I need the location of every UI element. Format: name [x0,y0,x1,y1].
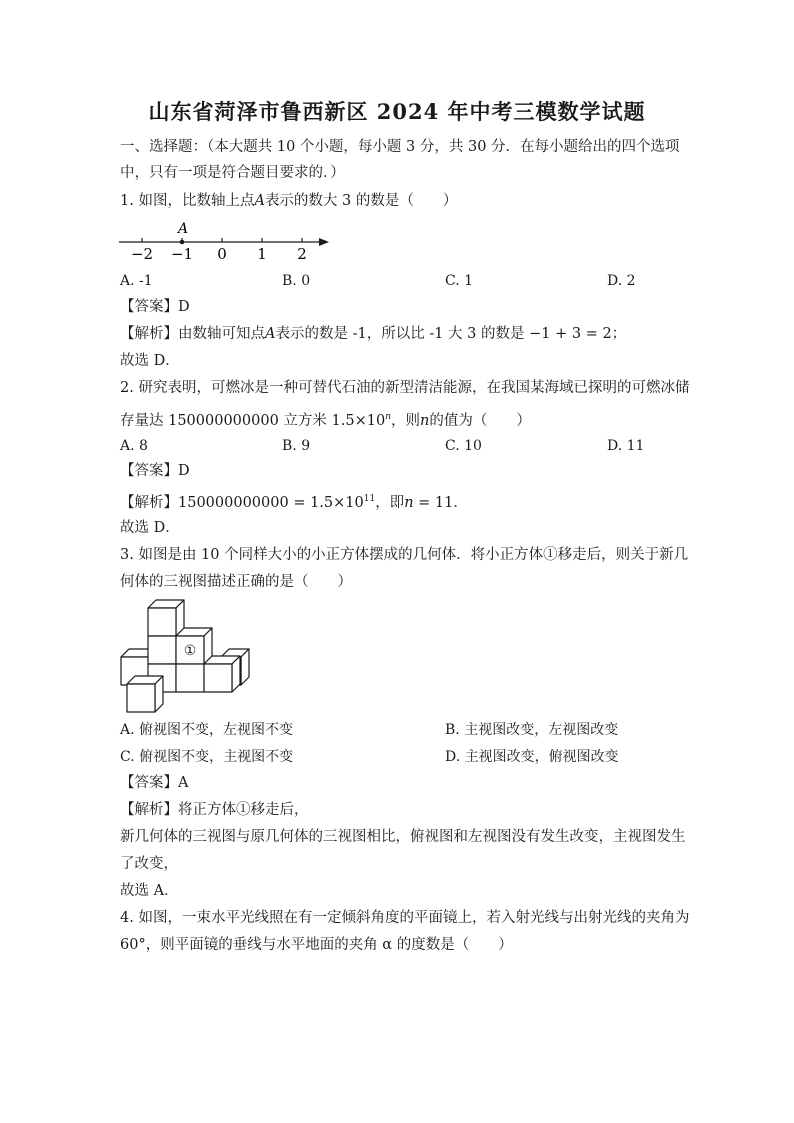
number-line-arrow-icon [319,238,329,246]
section-instruction-line2: 中，只有一项是符合题目要求的．） [120,165,345,181]
q2-line2-pre: 存量达 150000000000 立方米 1.5×10 [120,412,386,429]
q3-stem-line2: 何体的三视图描述正确的是（ ） [120,574,352,590]
tick-label: −2 [130,245,154,263]
q2-option-a: A. 8 [120,438,148,454]
point-a-label: A [177,221,189,237]
q1-stem-pre: 1. 如图，比数轴上点 [120,193,255,209]
q2-explain-mid: ，即 [375,494,405,511]
q3-answer: 【答案】A [120,775,189,791]
number-line-figure [115,218,335,266]
q1-stem [120,191,457,211]
q1-stem-post: 表示的数大 3 的数是（ ） [264,193,458,209]
q2-explain-pre: 【解析】150000000000 = 1.5×10 [120,494,364,511]
q1-explain-post: 表示的数是 -1，所以比 -1 大 3 的数是 −1 + 3 = 2； [275,326,627,342]
q1-answer: 【答案】D [120,299,190,315]
q1-option-a: A. -1 [120,273,153,289]
tick-label: 2 [297,245,307,263]
q2-stem-line2 [120,407,531,431]
q3-option-c: C. 俯视图不变，主视图不变 [120,749,294,765]
q2-option-d: D. 11 [607,438,645,454]
q3-choice: 故选 A． [120,883,179,899]
q2-line2-sup: n [385,412,391,422]
cube-face [176,664,204,692]
point-a-dot [180,240,185,245]
q2-line2-mid: ，则 [391,412,420,429]
q2-explanation [120,489,468,513]
q2-line2-var: n [420,412,430,429]
q3-explain-line2: 新几何体的三视图与原几何体的三视图相比，俯视图和左视图没有发生改变，主视图发生 [120,829,686,845]
tick-label: −1 [170,245,194,263]
q2-explain-var: n [404,494,414,511]
q1-explain-var: A [265,326,276,342]
q1-option-d: D. 2 [607,273,636,289]
cube-stack-figure [115,596,255,714]
cube-face [148,608,176,636]
q2-answer: 【答案】D [120,463,190,479]
q4-stem-line1: 4. 如图，一束水平光线照在有一定倾斜角度的平面镜上，若入射光线与出射光线的夹角为 [120,910,690,926]
q2-stem-line1: 2. 研究表明，可燃冰是一种可替代石油的新型清洁能源，在我国某海域已探明的可燃冰储 [120,380,690,396]
tick-label: 0 [217,245,227,263]
q2-option-b: B. 9 [282,438,311,454]
q3-explain-line1: 【解析】将正方体①移走后， [120,802,309,818]
q3-option-b: B. 主视图改变，左视图改变 [445,722,619,738]
cube-face [204,664,232,692]
q3-explain-line3: 了改变， [120,856,178,872]
q1-option-c: C. 1 [445,273,474,289]
q3-stem-line1: 3. 如图是由 10 个同样大小的小正方体摆成的几何体．将小正方体①移走后，则关于新几 [120,547,689,563]
cube-face [127,684,155,712]
q2-option-c: C. 10 [445,438,482,454]
q2-line2-post: 的值为（ ） [429,412,531,429]
q2-explain-sup: 11 [363,494,376,504]
q1-choice: 故选 D． [120,353,180,369]
q3-option-d: D. 主视图改变，俯视图改变 [445,749,619,765]
tick-label: 1 [257,245,267,263]
q1-stem-var: A [254,193,265,209]
cube-face [148,636,176,664]
q1-explain-pre: 【解析】由数轴可知点 [120,326,265,342]
q2-explain-post: = 11． [413,494,468,511]
q1-option-b: B. 0 [282,273,311,289]
page-title: 山东省菏泽市鲁西新区 2024 年中考三模数学试题 [148,99,646,124]
q1-explanation [120,324,626,344]
section-instruction-line1: 一、选择题：（本大题共 10 个小题，每小题 3 分，共 30 分．在每小题给出的四个选项 [120,139,680,155]
q3-option-a: A. 俯视图不变，左视图不变 [120,722,294,738]
cube-1-label: ① [183,643,197,659]
q2-choice: 故选 D． [120,520,180,536]
q4-stem-line2: 60°，则平面镜的垂线与水平地面的夹角 α 的度数是（ ） [120,937,513,953]
